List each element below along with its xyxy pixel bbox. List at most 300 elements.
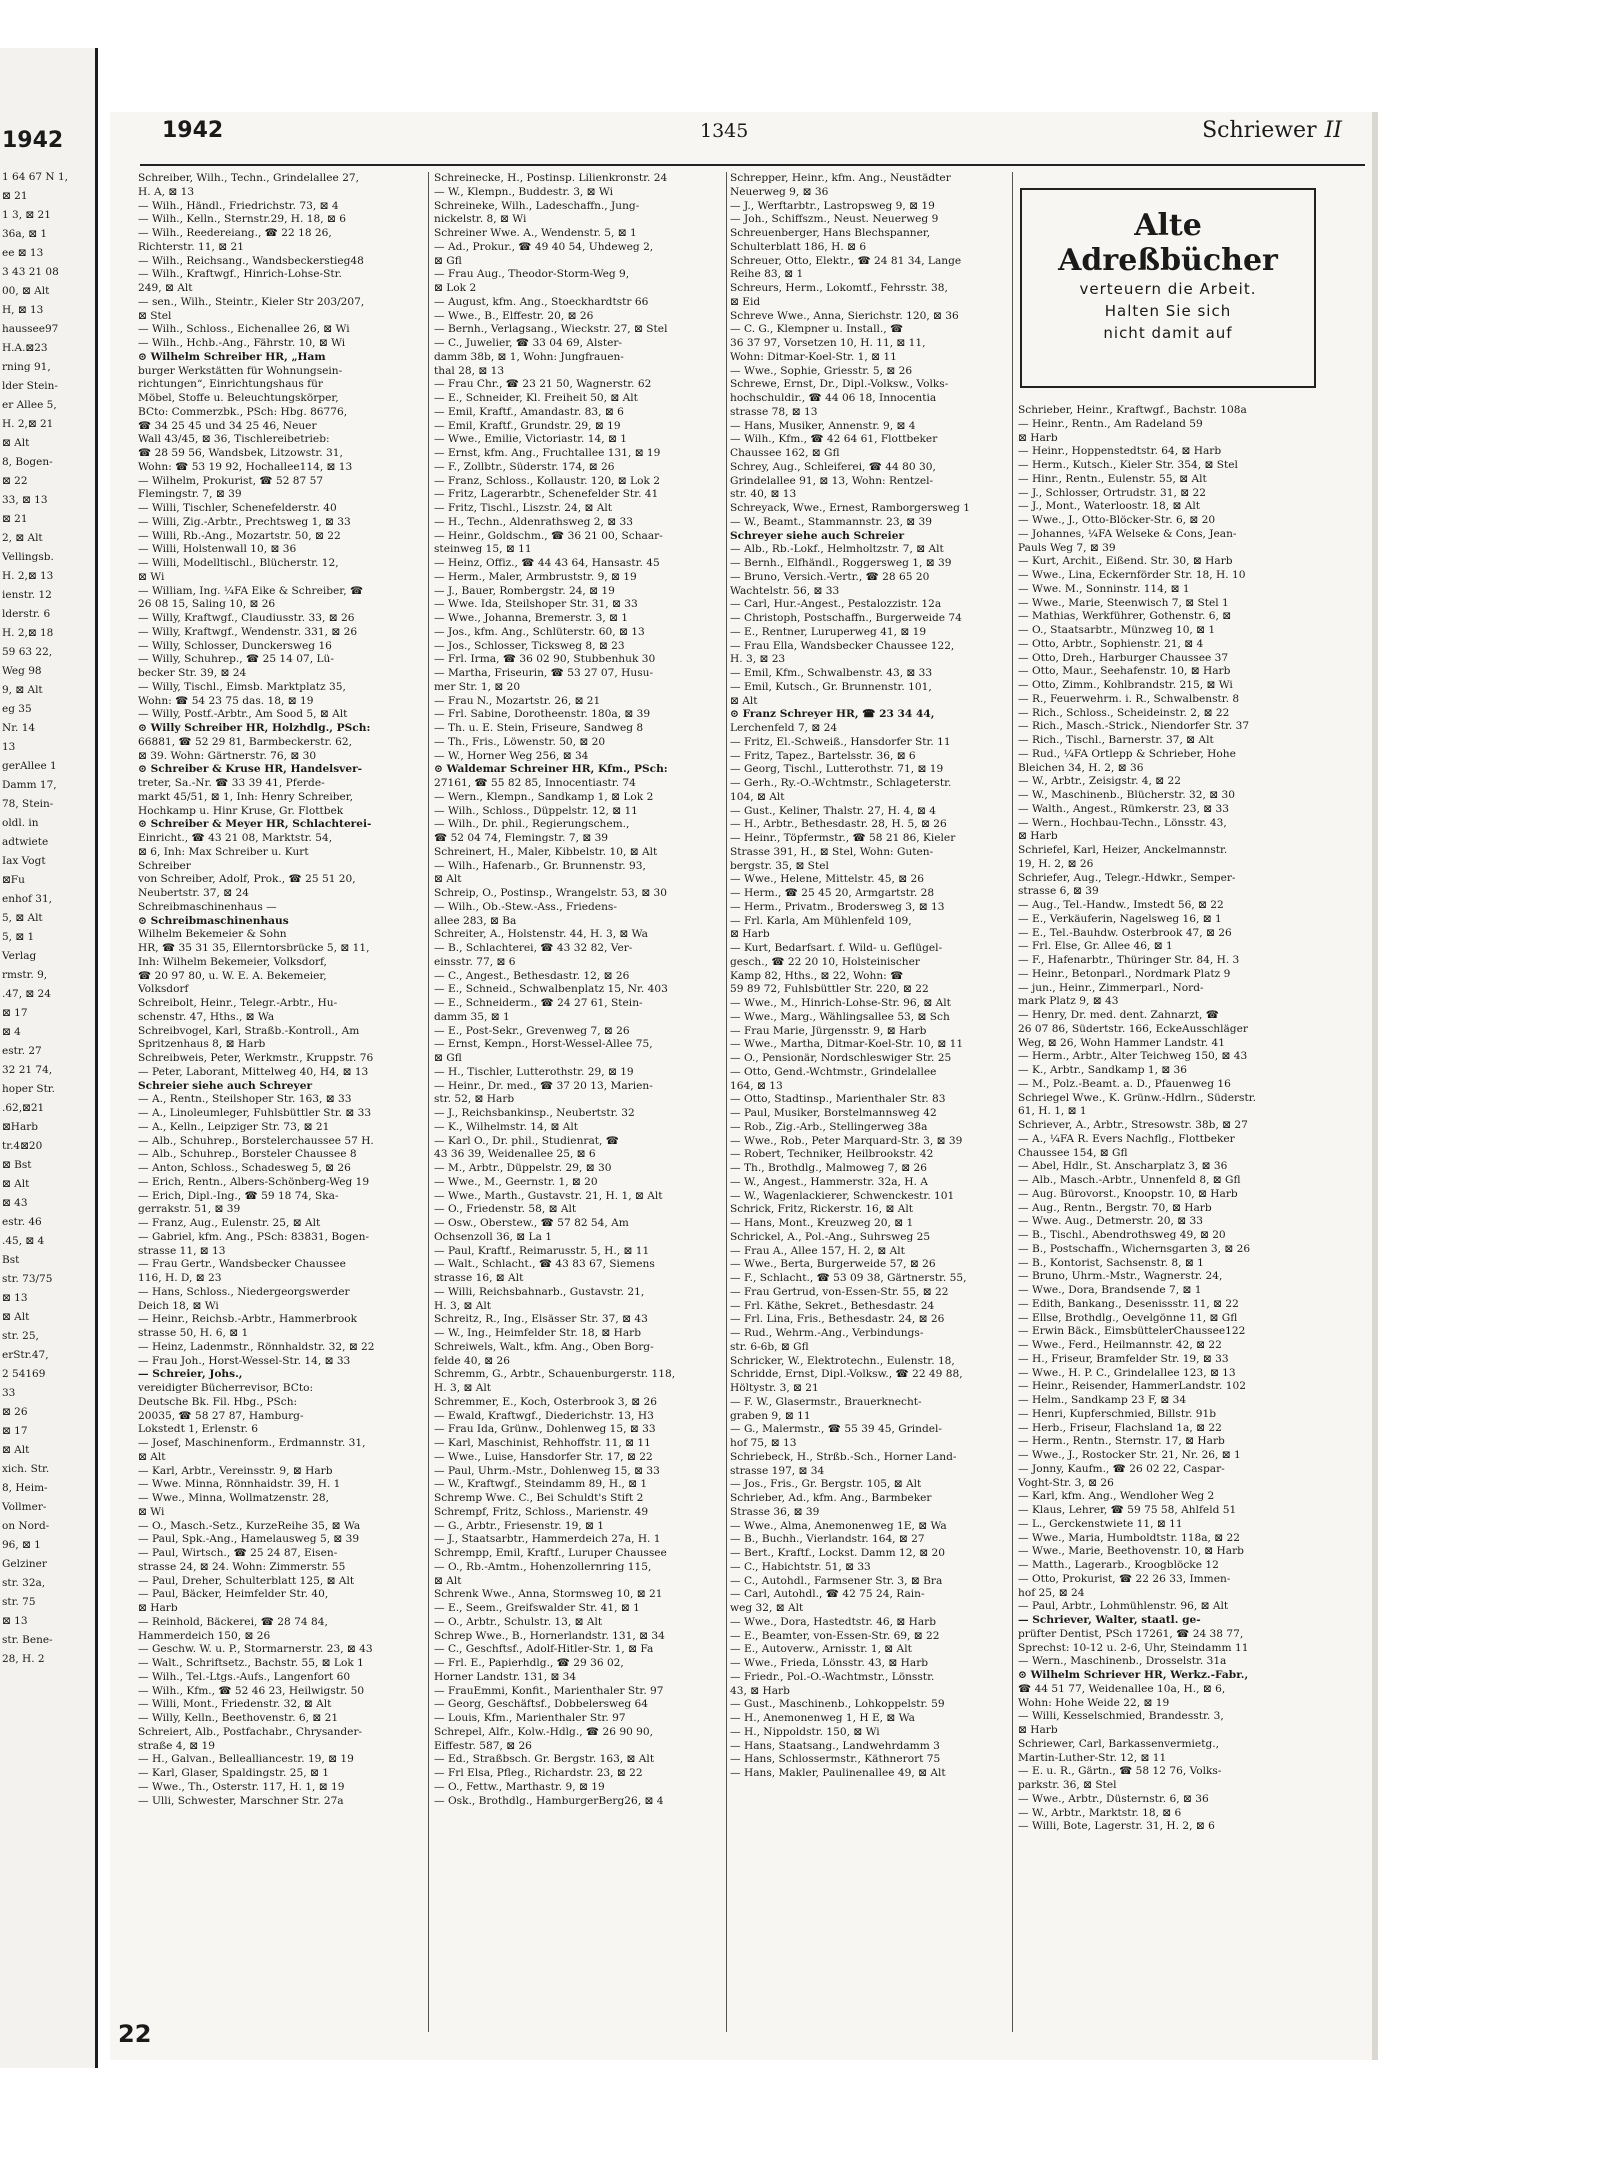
- directory-entry-line: — Frau Gertrud, von-Essen-Str. 55, ⊠ 22: [730, 1285, 949, 1298]
- directory-entry-line: — Fritz, Lagerarbtr., Schenefelder Str. 41: [434, 488, 659, 501]
- directory-entry-line: ⊠ Harb: [1018, 1724, 1058, 1736]
- directory-entry-line: — Wwe., Ferd., Heilmannstr. 42, ⊠ 22: [1018, 1339, 1222, 1351]
- directory-entry-line: Höltystr. 3, ⊠ 21: [730, 1382, 819, 1394]
- directory-entry-line: — Wilh., Reichsang., Wandsbeckerstieg48: [138, 254, 364, 267]
- directory-entry-line: Schreiber, Wilh., Techn., Grindelallee 27,: [138, 172, 360, 184]
- directory-entry-line: — Kurt, Bedarfsart. f. Wild- u. Geflügel-: [730, 942, 943, 954]
- directory-entry-line: ⊠ Wi: [138, 1505, 165, 1518]
- directory-entry-line: str. 32a,: [2, 1577, 46, 1589]
- directory-entry-line: — Frl. Irma, ☎ 36 02 90, Stubbenhuk 30: [434, 653, 656, 666]
- directory-entry-line: Schrieber, Heinr., Kraftwgf., Bachstr. 108a: [1018, 404, 1247, 416]
- directory-entry-line: — Wwe., Berta, Burgerweide 57, ⊠ 26: [730, 1258, 936, 1271]
- directory-entry-line: — Wilh., Ob.-Stew.-Ass., Friedens-: [434, 900, 617, 913]
- column-divider: [1012, 172, 1013, 2032]
- directory-entry-line: — Heinr., Dr. med., ☎ 37 20 13, Marien-: [434, 1079, 653, 1092]
- directory-entry-line: Wall 43/45, ⊠ 36, Tischlereibetrieb:: [138, 433, 330, 446]
- directory-entry-line: lderstr. 6: [2, 608, 51, 620]
- directory-entry-line: — Edith, Bankang., Desenissstr. 11, ⊠ 22: [1018, 1297, 1239, 1310]
- directory-entry-line: ⊠ Alt: [434, 1574, 462, 1587]
- directory-entry-line: — Fritz, Tischl., Liszstr. 24, ⊠ Alt: [434, 502, 612, 514]
- directory-entry-line: weg 32, ⊠ Alt: [730, 1602, 804, 1614]
- directory-entry-line: — B., Buchh., Vierlandstr. 164, ⊠ 27: [730, 1533, 925, 1546]
- directory-entry-line: — Wwe., Rob., Peter Marquard-Str. 3, ⊠ 39: [730, 1134, 963, 1147]
- directory-entry-line: — Wilh., Dr. phil., Regierungschem.,: [434, 818, 630, 831]
- directory-entry-line: Ochsenzoll 36, ⊠ La 1: [434, 1230, 552, 1243]
- directory-entry-line: — O., Staatsarbtr., Münzweg 10, ⊠ 1: [1018, 624, 1216, 636]
- directory-entry-line: — Wwe., Th., Osterstr. 117, H. 1, ⊠ 19: [138, 1780, 345, 1793]
- directory-entry-line: — Erwin Bäck., EimsbüttelerChaussee122: [1018, 1325, 1246, 1338]
- directory-entry-line: — Herm., Kutsch., Kieler Str. 354, ⊠ Stel: [1018, 459, 1238, 471]
- directory-entry-line: — Hans, Musiker, Annenstr. 9, ⊠ 4: [730, 419, 916, 432]
- footer-mark: 22: [118, 2020, 152, 2048]
- directory-entry-line: allee 283, ⊠ Ba: [434, 914, 517, 927]
- directory-entry-line: — E., Schneid., Schwalbenplatz 15, Nr. 403: [434, 983, 668, 996]
- directory-entry-line: — Hans, Mont., Kreuzweg 20, ⊠ 1: [730, 1217, 914, 1229]
- directory-entry-line: 116, H. D, ⊠ 23: [138, 1272, 222, 1284]
- directory-entry-line: Richterstr. 11, ⊠ 21: [138, 240, 244, 253]
- directory-entry-line: str. Bene-: [2, 1634, 53, 1646]
- directory-entry-line: — C., Geschftsf., Adolf-Hitler-Str. 1, ⊠ Fa: [434, 1643, 654, 1656]
- directory-entry-line: — Erich, Rentn., Albers-Schönberg-Weg 19: [138, 1175, 370, 1188]
- directory-entry-line: 2 54169: [2, 1368, 46, 1380]
- directory-entry-line: 00, ⊠ Alt: [2, 285, 50, 297]
- previous-page-edge: [0, 48, 98, 2068]
- directory-entry-line: einsstr. 77, ⊠ 6: [434, 955, 516, 968]
- directory-entry-line: — Th. u. E. Stein, Friseure, Sandweg 8: [434, 722, 644, 734]
- directory-entry-line: — E. u. R., Gärtn., ☎ 58 12 76, Volks-: [1018, 1765, 1222, 1778]
- directory-entry-line: — W., Klempn., Buddestr. 3, ⊠ Wi: [434, 185, 614, 198]
- directory-entry-line: — Wwe. Minna, Rönnhaidstr. 39, H. 1: [138, 1478, 341, 1491]
- directory-entry-line: bergstr. 35, ⊠ Stel: [730, 859, 829, 872]
- directory-entry-line: — Ulli, Schwester, Marschner Str. 27a: [138, 1794, 344, 1807]
- directory-entry-line: — H., Arbtr., Bethesdastr. 28, H. 5, ⊠ 26: [730, 818, 947, 831]
- directory-entry-line: Inh: Wilhelm Bekemeier, Volksdorf,: [138, 955, 327, 968]
- directory-entry-line: — O., Masch.-Setz., KurzeReihe 35, ⊠ Wa: [138, 1519, 361, 1532]
- directory-entry-line: — Heinr., Reisender, HammerLandstr. 102: [1018, 1380, 1247, 1393]
- directory-entry-line: — Heinr., Betonparl., Nordmark Platz 9: [1018, 967, 1231, 980]
- directory-entry-line: ☎ 44 51 77, Weidenallee 10a, H., ⊠ 6,: [1018, 1682, 1226, 1695]
- directory-entry-line: H. 3, ⊠ Alt: [434, 1382, 491, 1394]
- directory-entry-line: ⊠ Eid: [730, 295, 761, 308]
- directory-entry-line: Schrick, Fritz, Rickerstr. 16, ⊠ Alt: [730, 1203, 914, 1216]
- directory-entry-line: — Wwe., Frieda, Lönsstr. 43, ⊠ Harb: [730, 1657, 929, 1669]
- directory-entry-line: — Kurt, Archit., Eißend. Str. 30, ⊠ Harb: [1018, 555, 1233, 568]
- directory-entry-line: — F., Schlacht., ☎ 53 09 38, Gärtnerstr. 55,: [730, 1272, 967, 1284]
- directory-entry-line: ⊙ Franz Schreyer HR, ☎ 23 34 44,: [730, 708, 935, 721]
- directory-entry-line: HR, ☎ 35 31 35, Ellerntorsbrücke 5, ⊠ 11,: [138, 942, 370, 954]
- column-2: [434, 172, 724, 2032]
- directory-entry-line: — FrauEmmi, Konfit., Marienthaler Str. 97: [434, 1684, 664, 1697]
- directory-entry-line: H. 2,⊠ 18: [2, 627, 54, 639]
- directory-entry-line: Nr. 14: [2, 722, 36, 734]
- directory-entry-line: Schreibweis, Peter, Werkmstr., Kruppstr. 76: [138, 1052, 374, 1064]
- directory-entry-line: — Willi, Reichsbahnarb., Gustavstr. 21,: [434, 1285, 645, 1298]
- directory-entry-line: H. 3, ⊠ Alt: [434, 1299, 491, 1312]
- directory-entry-line: — Emil, Kutsch., Gr. Brunnenstr. 101,: [730, 680, 932, 693]
- directory-entry-line: Schriegel Wwe., K. Grünw.-Hdlrn., Süderstr.: [1018, 1091, 1257, 1104]
- directory-entry-line: — Paul, Uhrm.-Mstr., Dohlenweg 15, ⊠ 33: [434, 1464, 660, 1477]
- directory-entry-line: H, ⊠ 13: [2, 304, 44, 316]
- directory-entry-line: hochschuldir., ☎ 44 06 18, Innocentia: [730, 392, 937, 404]
- directory-entry-line: — Willi, Bote, Lagerstr. 31, H. 2, ⊠ 6: [1018, 1820, 1215, 1833]
- directory-entry-line: — Rich., Tischl., Barnerstr. 37, ⊠ Alt: [1018, 734, 1214, 746]
- directory-entry-line: — Frl. Else, Gr. Allee 46, ⊠ 1: [1018, 940, 1173, 953]
- directory-entry-line: — Frau Chr., ☎ 23 21 50, Wagnerstr. 62: [434, 378, 652, 391]
- directory-entry-line: Schreurs, Herm., Lokomtf., Fehrsstr. 38,: [730, 282, 948, 294]
- directory-entry-line: eg 35: [2, 703, 32, 715]
- directory-entry-line: 59 63 22,: [2, 646, 53, 658]
- directory-entry-line: — Willi, Kesselschmied, Brandesstr. 3,: [1018, 1710, 1224, 1723]
- directory-entry-line: — W., Horner Weg 256, ⊠ 34: [434, 749, 589, 762]
- directory-entry-line: — Paul, Dreher, Schulterblatt 125, ⊠ Alt: [138, 1574, 355, 1587]
- directory-entry-line: 33, ⊠ 13: [2, 494, 48, 506]
- directory-entry-line: — Alb., Schuhrep., Borstelerchaussee 57 H.: [138, 1134, 374, 1147]
- directory-entry-line: steinweg 15, ⊠ 11: [434, 543, 532, 556]
- directory-entry-line: strasse 11, ⊠ 13: [138, 1244, 226, 1257]
- directory-entry-line: 13: [2, 741, 16, 753]
- directory-entry-line: Eiffestr. 587, ⊠ 26: [434, 1739, 532, 1752]
- directory-entry-line: — Walt., Schriftsetz., Bachstr. 55, ⊠ Lok 1: [138, 1657, 364, 1669]
- directory-entry-line: — Wwe. Ida, Steilshoper Str. 31, ⊠ 33: [434, 598, 638, 611]
- directory-entry-line: ienstr. 12: [2, 589, 52, 601]
- directory-entry-line: — R., Feuerwehrm. i. R., Schwalbenstr. 8: [1018, 692, 1240, 705]
- directory-entry-line: — Wwe., Dora, Hastedtstr. 46, ⊠ Harb: [730, 1615, 937, 1628]
- directory-entry-line: — Walth., Angest., Rümkerstr. 23, ⊠ 33: [1018, 802, 1229, 815]
- directory-entry-line: Schreinecke, H., Postinsp. Lilienkronstr. 24: [434, 172, 668, 184]
- directory-entry-line: — Aug., Tel.-Handw., Imstedt 56, ⊠ 22: [1018, 899, 1224, 911]
- directory-entry-line: — Wwe., Martha, Ditmar-Koel-Str. 10, ⊠ 11: [730, 1038, 964, 1051]
- directory-entry-line: 5, ⊠ Alt: [2, 912, 43, 924]
- directory-entry-line: ⊠ Harb: [1018, 830, 1058, 843]
- directory-entry-line: — E., Tel.-Bauhdw. Osterbrook 47, ⊠ 26: [1018, 926, 1232, 939]
- directory-entry-line: — Frl. Karla, Am Mühlenfeld 109,: [730, 914, 912, 927]
- directory-entry-line: ⊙ Waldemar Schreiner HR, Kfm., PSch:: [434, 763, 668, 776]
- directory-entry-line: — Friedr., Pol.-O.-Wachtmstr., Lönsstr.: [730, 1670, 935, 1683]
- directory-entry-line: ⊠ 21: [2, 190, 28, 202]
- directory-entry-line: — Klaus, Lehrer, ☎ 59 75 58, Ahlfeld 51: [1018, 1504, 1237, 1516]
- directory-entry-line: strasse 6, ⊠ 39: [1018, 885, 1099, 898]
- directory-entry-line: — Franz, Aug., Eulenstr. 25, ⊠ Alt: [138, 1217, 321, 1229]
- directory-entry-line: — W., Arbtr., Zeisigstr. 4, ⊠ 22: [1018, 775, 1182, 788]
- directory-entry-line: — Heinr., Goldschm., ☎ 36 21 00, Schaar-: [434, 529, 663, 542]
- directory-entry-line: becker Str. 39, ⊠ 24: [138, 667, 247, 679]
- directory-entry-line: — G., Malermstr., ☎ 55 39 45, Grindel-: [730, 1423, 943, 1436]
- directory-entry-line: — William, Ing. ¼FA Eike & Schreiber, ☎: [138, 584, 364, 597]
- directory-entry-line: hof 25, ⊠ 24: [1018, 1586, 1085, 1599]
- directory-entry-line: Schreiter, A., Holstenstr. 44, H. 3, ⊠ Wa: [434, 928, 648, 941]
- directory-entry-line: — Jos., kfm. Ang., Schlüterstr. 60, ⊠ 13: [434, 625, 645, 638]
- directory-entry-line: — J., Reichsbankinsp., Neubertstr. 32: [434, 1107, 635, 1119]
- directory-entry-line: 5, ⊠ 1: [2, 931, 35, 943]
- directory-entry-line: Weg, ⊠ 26, Wohn Hammer Landstr. 41: [1018, 1036, 1225, 1049]
- directory-entry-line: — J., Schlosser, Ortrudstr. 31, ⊠ 22: [1018, 486, 1206, 499]
- directory-entry-line: — W., Arbtr., Marktstr. 18, ⊠ 6: [1018, 1806, 1182, 1819]
- directory-entry-line: — F., Hafenarbtr., Thüringer Str. 84, H. 3: [1018, 954, 1240, 966]
- directory-entry-line: — Wwe., Arbtr., Düsternstr. 6, ⊠ 36: [1018, 1792, 1209, 1805]
- directory-entry-line: ⊙ Wilhelm Schriever HR, Werkz.-Fabr.,: [1018, 1669, 1249, 1681]
- directory-entry-line: Schridde, Ernst, Dipl.-Volksw., ☎ 22 49 88,: [730, 1368, 963, 1381]
- directory-entry-line: Schreitz, R., Ing., Elsässer Str. 37, ⊠ 43: [434, 1313, 648, 1326]
- directory-entry-line: ☎ 34 25 45 und 34 25 46, Neuer: [138, 419, 317, 432]
- directory-entry-line: — Karl O., Dr. phil., Studienrat, ☎: [434, 1134, 619, 1147]
- directory-entry-line: — Wilh., Tel.-Ltgs.-Aufs., Langenfort 60: [138, 1670, 351, 1683]
- directory-entry-line: — Paul, Musiker, Borstelmannsweg 42: [730, 1107, 937, 1119]
- running-head: [1202, 118, 1342, 143]
- directory-entry-line: Schreiber: [138, 859, 191, 872]
- directory-entry-line: — Herm., Privatm., Brodersweg 3, ⊠ 13: [730, 900, 945, 913]
- directory-entry-line: Hammerdeich 150, ⊠ 26: [138, 1629, 271, 1642]
- directory-entry-line: — Wwe. M., Sonninstr. 114, ⊠ 1: [1018, 582, 1190, 595]
- directory-entry-line: — Willy, Schuhrep., ☎ 25 14 07, Lü-: [138, 653, 334, 666]
- directory-entry-line: — L., Gerckenstwiete 11, ⊠ 11: [1018, 1517, 1183, 1530]
- directory-entry-line: mer Str. 1, ⊠ 20: [434, 680, 521, 693]
- column-3: [730, 172, 1020, 2032]
- directory-entry-line: Schremmer, E., Koch, Osterbrook 3, ⊠ 26: [434, 1395, 657, 1408]
- directory-entry-line: — F., Zollbtr., Süderstr. 174, ⊠ 26: [434, 460, 615, 473]
- directory-entry-line: — Alb., Schuhrep., Borsteler Chaussee 8: [138, 1148, 357, 1161]
- directory-entry-line: Schrieber, Ad., kfm. Ang., Barmbeker: [730, 1492, 932, 1504]
- directory-entry-line: — Erich, Dipl.-Ing., ☎ 59 18 74, Ska-: [138, 1189, 339, 1202]
- directory-entry-line: richtungen“, Einrichtungshaus für: [138, 378, 323, 391]
- directory-entry-line: — Bruno, Uhrm.-Mstr., Wagnerstr. 24,: [1018, 1270, 1223, 1283]
- directory-entry-line: — E., Verkäuferin, Nagelsweg 16, ⊠ 1: [1018, 912, 1222, 925]
- directory-entry-line: Iax Vogt: [2, 855, 46, 867]
- directory-entry-line: — Peter, Laborant, Mittelweg 40, H4, ⊠ 13: [138, 1065, 369, 1078]
- directory-entry-line: 27161, ☎ 55 82 85, Innocentiastr. 74: [434, 777, 636, 789]
- directory-entry-line: parkstr. 36, ⊠ Stel: [1018, 1779, 1117, 1791]
- directory-entry-line: — Otto, Maur., Seehafenstr. 10, ⊠ Harb: [1018, 665, 1231, 678]
- directory-entry-line: H. 2,⊠ 13: [2, 570, 54, 582]
- directory-entry-line: 26 08 15, Saling 10, ⊠ 26: [138, 598, 276, 611]
- directory-entry-line: — Hans, Schloss., Niedergeorgswerder: [138, 1285, 350, 1298]
- directory-entry-line: str. 40, ⊠ 13: [730, 488, 797, 501]
- directory-entry-line: — Heinz, Ladenmstr., Rönnhaldstr. 32, ⊠ 22: [138, 1340, 375, 1353]
- directory-entry-line: — B., Kontorist, Sachsenstr. 8, ⊠ 1: [1018, 1256, 1204, 1269]
- directory-entry-line: — Wwe., Marie, Steenwisch 7, ⊠ Stel 1: [1018, 596, 1229, 609]
- directory-entry-line: oldl. in: [2, 817, 39, 829]
- column-4: [1018, 404, 1318, 2024]
- directory-entry-line: — Wilh., Schloss., Düppelstr. 12, ⊠ 11: [434, 804, 638, 817]
- directory-entry-line: — E., Rentner, Luruperweg 41, ⊠ 19: [730, 625, 927, 638]
- directory-page: [110, 112, 1372, 2060]
- directory-entry-line: — Otto, Dreh., Harburger Chaussee 37: [1018, 651, 1229, 664]
- directory-entry-line: str. 6-6b, ⊠ Gfl: [730, 1340, 809, 1353]
- directory-entry-line: — Fritz, El.-Schweiß., Hansdorfer Str. 11: [730, 735, 951, 748]
- directory-entry-line: — Wwe., Sophie, Griesstr. 5, ⊠ 26: [730, 364, 913, 377]
- directory-entry-line: — Wwe., Alma, Anemonenweg 1E, ⊠ Wa: [730, 1519, 947, 1532]
- directory-entry-line: — Willi, Zig.-Arbtr., Prechtsweg 1, ⊠ 33: [138, 515, 351, 528]
- directory-entry-line: — O., Rb.-Amtm., Hohenzollernring 115,: [434, 1560, 652, 1573]
- directory-entry-line: ⊠Fu: [2, 874, 25, 886]
- directory-entry-line: — Herm., Rentn., Sternstr. 17, ⊠ Harb: [1018, 1435, 1225, 1448]
- directory-entry-line: 28, H. 2: [2, 1653, 45, 1665]
- directory-entry-line: 43 36 39, Weidenallee 25, ⊠ 6: [434, 1148, 596, 1161]
- ad-line-1: verteuern die Arbeit.: [1079, 280, 1257, 298]
- directory-entry-line: — H., Tischler, Lutterothstr. 29, ⊠ 19: [434, 1065, 634, 1078]
- directory-entry-line: 61, H. 1, ⊠ 1: [1018, 1105, 1087, 1118]
- directory-entry-line: Strasse 391, H., ⊠ Stel, Wohn: Guten-: [730, 845, 934, 858]
- directory-entry-line: — A., Linoleumleger, Fuhlsbüttler Str. ⊠ 33: [138, 1107, 372, 1119]
- directory-entry-line: mark Platz 9, ⊠ 43: [1018, 995, 1119, 1008]
- directory-entry-line: ⊠ Gfl: [434, 254, 462, 267]
- directory-entry-line: — Christoph, Postschaffn., Burgerweide 74: [730, 612, 962, 624]
- directory-entry-line: Wohn: ☎ 54 23 75 das. 18, ⊠ 19: [138, 694, 314, 707]
- previous-page-text: [2, 168, 92, 1669]
- directory-entry-line: — Frl. Lina, Fris., Bethesdastr. 24, ⊠ 26: [730, 1313, 945, 1326]
- directory-entry-line: — Hans, Staatsang., Landwehrdamm 3: [730, 1739, 940, 1752]
- directory-entry-line: — Ewald, Kraftwgf., Diederichstr. 13, H3: [434, 1409, 654, 1422]
- directory-entry-line: — C., Autohdl., Farmsener Str. 3, ⊠ Bra: [730, 1574, 943, 1587]
- directory-entry-line: prüfter Dentist, PSch 17261, ☎ 24 38 77,: [1018, 1627, 1244, 1640]
- directory-entry-line: Schreve Wwe., Anna, Sierichstr. 120, ⊠ 36: [730, 309, 959, 322]
- directory-entry-line: — Heinr., Töpfermstr., ☎ 58 21 86, Kieler: [730, 832, 956, 844]
- directory-entry-line: — Wern., Maschinenb., Drosselstr. 31a: [1018, 1655, 1227, 1668]
- directory-entry-line: — Paul, Spk.-Ang., Hamelausweg 5, ⊠ 39: [138, 1533, 360, 1546]
- directory-entry-line: — Wwe., Dora, Brandsende 7, ⊠ 1: [1018, 1284, 1202, 1296]
- directory-entry-line: — Geschw. W. u. P., Stormarnerstr. 23, ⊠ 43: [138, 1643, 373, 1656]
- directory-entry-line: 164, ⊠ 13: [730, 1079, 783, 1092]
- directory-entry-line: — J., Mont., Waterloostr. 18, ⊠ Alt: [1018, 500, 1200, 513]
- directory-entry-line: Schrempf, Fritz, Schloss., Marienstr. 49: [434, 1505, 649, 1518]
- directory-entry-line: — O., Arbtr., Schulstr. 13, ⊠ Alt: [434, 1615, 603, 1628]
- directory-entry-line: — Bernh., Verlagsang., Wieckstr. 27, ⊠ Stel: [434, 323, 668, 336]
- column-divider: [428, 172, 429, 2032]
- directory-entry-line: .45, ⊠ 4: [2, 1235, 45, 1247]
- directory-entry-line: — Frl. Sabine, Dorotheenstr. 180a, ⊠ 39: [434, 708, 651, 721]
- directory-entry-line: — Paul, Wirtsch., ☎ 25 24 87, Eisen-: [138, 1547, 338, 1559]
- directory-entry-line: — Wwe., B., Elffestr. 20, ⊠ 26: [434, 309, 594, 322]
- directory-entry-line: str. 25,: [2, 1330, 39, 1342]
- directory-entry-line: 59 89 72, Fuhlsbüttler Str. 220, ⊠ 22: [730, 983, 929, 996]
- directory-entry-line: Chaussee 162, ⊠ Gfl: [730, 447, 840, 459]
- directory-entry-line: 66881, ☎ 52 29 81, Barmbeckerstr. 62,: [138, 735, 353, 748]
- directory-entry-line: ☎ 52 04 74, Flemingstr. 7, ⊠ 39: [434, 832, 609, 844]
- directory-entry-line: — Gabriel, kfm. Ang., PSch: 83831, Bogen-: [138, 1230, 369, 1243]
- directory-entry-line: — Wilhelm, Prokurist, ☎ 52 87 57: [138, 474, 324, 487]
- directory-entry-line: 36a, ⊠ 1: [2, 228, 48, 240]
- directory-entry-line: — Johannes, ¼FA Welseke & Cons, Jean-: [1018, 527, 1237, 540]
- directory-entry-line: Schrepel, Alfr., Kolw.-Hdlg., ☎ 26 90 90,: [434, 1725, 654, 1738]
- directory-entry-line: — C., Habichtstr. 51, ⊠ 33: [730, 1560, 871, 1573]
- directory-entry-line: H.A.⊠23: [2, 342, 48, 354]
- directory-entry-line: estr. 27: [2, 1045, 42, 1057]
- directory-entry-line: — H., Galvan., Bellealliancestr. 19, ⊠ 19: [138, 1753, 354, 1766]
- directory-entry-line: Deutsche Bk. Fil. Hbg., PSch:: [138, 1395, 298, 1408]
- directory-entry-line: — Karl, Arbtr., Vereinsstr. 9, ⊠ Harb: [138, 1464, 333, 1477]
- directory-entry-line: — Wilh., Schloss., Eichenallee 26, ⊠ Wi: [138, 323, 350, 336]
- directory-entry-line: ⊠ Harb: [138, 1602, 178, 1614]
- directory-entry-line: — Rud., Wehrm.-Ang., Verbindungs-: [730, 1327, 924, 1339]
- directory-entry-line: Kamp 82, Hths., ⊠ 22, Wohn: ☎: [730, 969, 904, 982]
- directory-entry-line: Schrickel, A., Pol.-Ang., Suhrsweg 25: [730, 1230, 931, 1243]
- directory-entry-line: ⊠ Wi: [138, 570, 165, 583]
- directory-entry-line: — Wwe., H. P. C., Grindelallee 123, ⊠ 13: [1018, 1366, 1236, 1379]
- ad-line-3: nicht damit auf: [1103, 324, 1233, 342]
- directory-entry-line: — Anton, Schloss., Schadesweg 5, ⊠ 26: [138, 1162, 351, 1174]
- directory-entry-line: — O., Friedenstr. 58, ⊠ Alt: [434, 1203, 577, 1216]
- directory-entry-line: estr. 46: [2, 1216, 42, 1228]
- directory-entry-line: 33: [2, 1387, 16, 1399]
- directory-entry-line: erStr.47,: [2, 1349, 49, 1361]
- directory-entry-line: — Frl Elsa, Pfleg., Richardstr. 23, ⊠ 22: [434, 1767, 643, 1779]
- directory-entry-line: Sprechst: 10-12 u. 2-6, Uhr, Steindamm 11: [1018, 1641, 1249, 1654]
- directory-entry-line: Schricker, W., Elektrotechn., Eulenstr. 18,: [730, 1354, 955, 1367]
- directory-entry-line: — Wern., Hochbau-Techn., Lönsstr. 43,: [1018, 816, 1227, 829]
- directory-entry-line: — Osw., Oberstew., ☎ 57 82 54, Am: [434, 1217, 629, 1229]
- directory-entry-line: strasse 197, ⊠ 34: [730, 1464, 825, 1477]
- directory-entry-line: — Georg, Tischl., Lutterothstr. 71, ⊠ 19: [730, 763, 944, 776]
- directory-entry-line: Schreuenberger, Hans Blechspanner,: [730, 227, 931, 239]
- directory-entry-line: ⊠ 6, Inh: Max Schreiber u. Kurt: [138, 845, 309, 858]
- directory-entry-line: — Karl, kfm. Ang., Wendloher Weg 2: [1018, 1490, 1215, 1503]
- directory-entry-line: — Henry, Dr. med. dent. Zahnarzt, ☎: [1018, 1009, 1219, 1021]
- directory-entry-line: — Wilh., Kfm., ☎ 52 46 23, Heilwigstr. 50: [138, 1684, 365, 1697]
- directory-entry-line: — C., Angest., Bethesdastr. 12, ⊠ 26: [434, 969, 630, 982]
- directory-entry-line: 2, ⊠ Alt: [2, 532, 43, 544]
- directory-entry-line: — Alb., Masch.-Arbtr., Unnenfeld 8, ⊠ Gfl: [1018, 1174, 1241, 1186]
- directory-entry-line: — O., Fettw., Marthastr. 9, ⊠ 19: [434, 1780, 605, 1793]
- directory-entry-line: ⊠ Alt: [138, 1450, 166, 1463]
- directory-entry-line: Schriewer, Carl, Barkassenvermietg.,: [1018, 1737, 1219, 1750]
- directory-entry-line: ⊙ Schreibmaschinenhaus: [138, 914, 289, 927]
- ad-line-2: Halten Sie sich: [1104, 302, 1232, 320]
- directory-entry-line: — E., Schneider, Kl. Freiheit 50, ⊠ Alt: [434, 392, 638, 404]
- directory-entry-line: ⊙ Willy Schreiber HR, Holzhdlg., PSch:: [138, 722, 371, 734]
- directory-entry-line: Wohn: Hohe Weide 22, ⊠ 19: [1018, 1696, 1170, 1709]
- directory-entry-line: — H., Anemonenweg 1, H E, ⊠ Wa: [730, 1712, 915, 1724]
- directory-entry-line: lder Stein-: [2, 380, 58, 392]
- directory-entry-line: — Frau A., Allee 157, H. 2, ⊠ Alt: [730, 1244, 905, 1257]
- directory-entry-line: 36 37 97, Vorsetzen 10, H. 11, ⊠ 11,: [730, 337, 926, 349]
- directory-entry-line: Voght-Str. 3, ⊠ 26: [1018, 1476, 1114, 1489]
- directory-entry-line: ⊙ Schreiber & Meyer HR, Schlachterei-: [138, 818, 372, 831]
- directory-entry-line: Schriefer, Aug., Telegr.-Hdwkr., Semper-: [1018, 871, 1236, 884]
- directory-entry-line: — Paul, Arbtr., Lohmühlenstr. 96, ⊠ Alt: [1018, 1600, 1229, 1613]
- directory-entry-line: rmstr. 9,: [2, 969, 48, 981]
- directory-entry-line: — Ed., Straßbsch. Gr. Bergstr. 163, ⊠ Alt: [434, 1753, 655, 1766]
- directory-entry-line: — J., Werftarbtr., Lastropsweg 9, ⊠ 19: [730, 199, 935, 212]
- directory-entry-line: Grindelallee 91, ⊠ 13, Wohn: Rentzel-: [730, 474, 934, 487]
- directory-entry-line: — Willi, Holstenwall 10, ⊠ 36: [138, 543, 297, 556]
- column-divider: [726, 172, 727, 2032]
- directory-entry-line: — Willy, Kelln., Beethovenstr. 6, ⊠ 21: [138, 1712, 339, 1724]
- directory-entry-line: ⊠ Lok 2: [434, 282, 477, 294]
- directory-entry-line: — Wilh., Hchb.-Ang., Fährstr. 10, ⊠ Wi: [138, 337, 346, 349]
- directory-entry-line: — Heinz, Offiz., ☎ 44 43 64, Hansastr. 45: [434, 557, 660, 569]
- directory-entry-line: — Abel, Hdlr., St. Anscharplatz 3, ⊠ 36: [1018, 1160, 1228, 1173]
- directory-entry-line: — Henri, Kupferschmied, Billstr. 91b: [1018, 1407, 1216, 1420]
- directory-entry-line: — B., Postschaffn., Wichernsgarten 3, ⊠ 26: [1018, 1242, 1251, 1255]
- directory-entry-line: Verlag: [2, 950, 37, 962]
- directory-entry-line: Schreiert, Alb., Postfachabr., Chrysander-: [138, 1725, 363, 1738]
- directory-entry-line: Horner Landstr. 131, ⊠ 34: [434, 1670, 577, 1683]
- directory-entry-line: — Frau Marie, Jürgensstr. 9, ⊠ Harb: [730, 1024, 927, 1037]
- directory-entry-line: ⊠ 13: [2, 1615, 28, 1627]
- directory-entry-line: ⊙ Schreiber & Kruse HR, Handelsver-: [138, 763, 363, 776]
- directory-entry-line: — A., Rentn., Steilshoper Str. 163, ⊠ 33: [138, 1093, 352, 1106]
- directory-entry-line: nickelstr. 8, ⊠ Wi: [434, 213, 527, 226]
- directory-entry-line: von Schreiber, Adolf, Prok., ☎ 25 51 20,: [138, 873, 356, 886]
- directory-entry-line: — Wwe., Helene, Mittelstr. 45, ⊠ 26: [730, 873, 924, 886]
- directory-entry-line: straße 4, ⊠ 19: [138, 1739, 215, 1752]
- directory-entry-line: — E., Autoverw., Arnisstr. 1, ⊠ Alt: [730, 1643, 912, 1656]
- directory-entry-line: — sen., Wilh., Steintr., Kieler Str 203/207,: [138, 295, 365, 308]
- directory-entry-line: Schrewe, Ernst, Dr., Dipl.-Volksw., Volks-: [730, 378, 949, 391]
- directory-entry-line: Reihe 83, ⊠ 1: [730, 268, 804, 281]
- directory-entry-line: — J., Staatsarbtr., Hammerdeich 27a, H. 1: [434, 1533, 661, 1546]
- directory-entry-line: 26 07 86, Südertstr. 166, EckeAusschläger: [1018, 1022, 1248, 1035]
- directory-entry-line: — Paul, Kraftf., Reimarusstr. 5, H., ⊠ 11: [434, 1244, 650, 1257]
